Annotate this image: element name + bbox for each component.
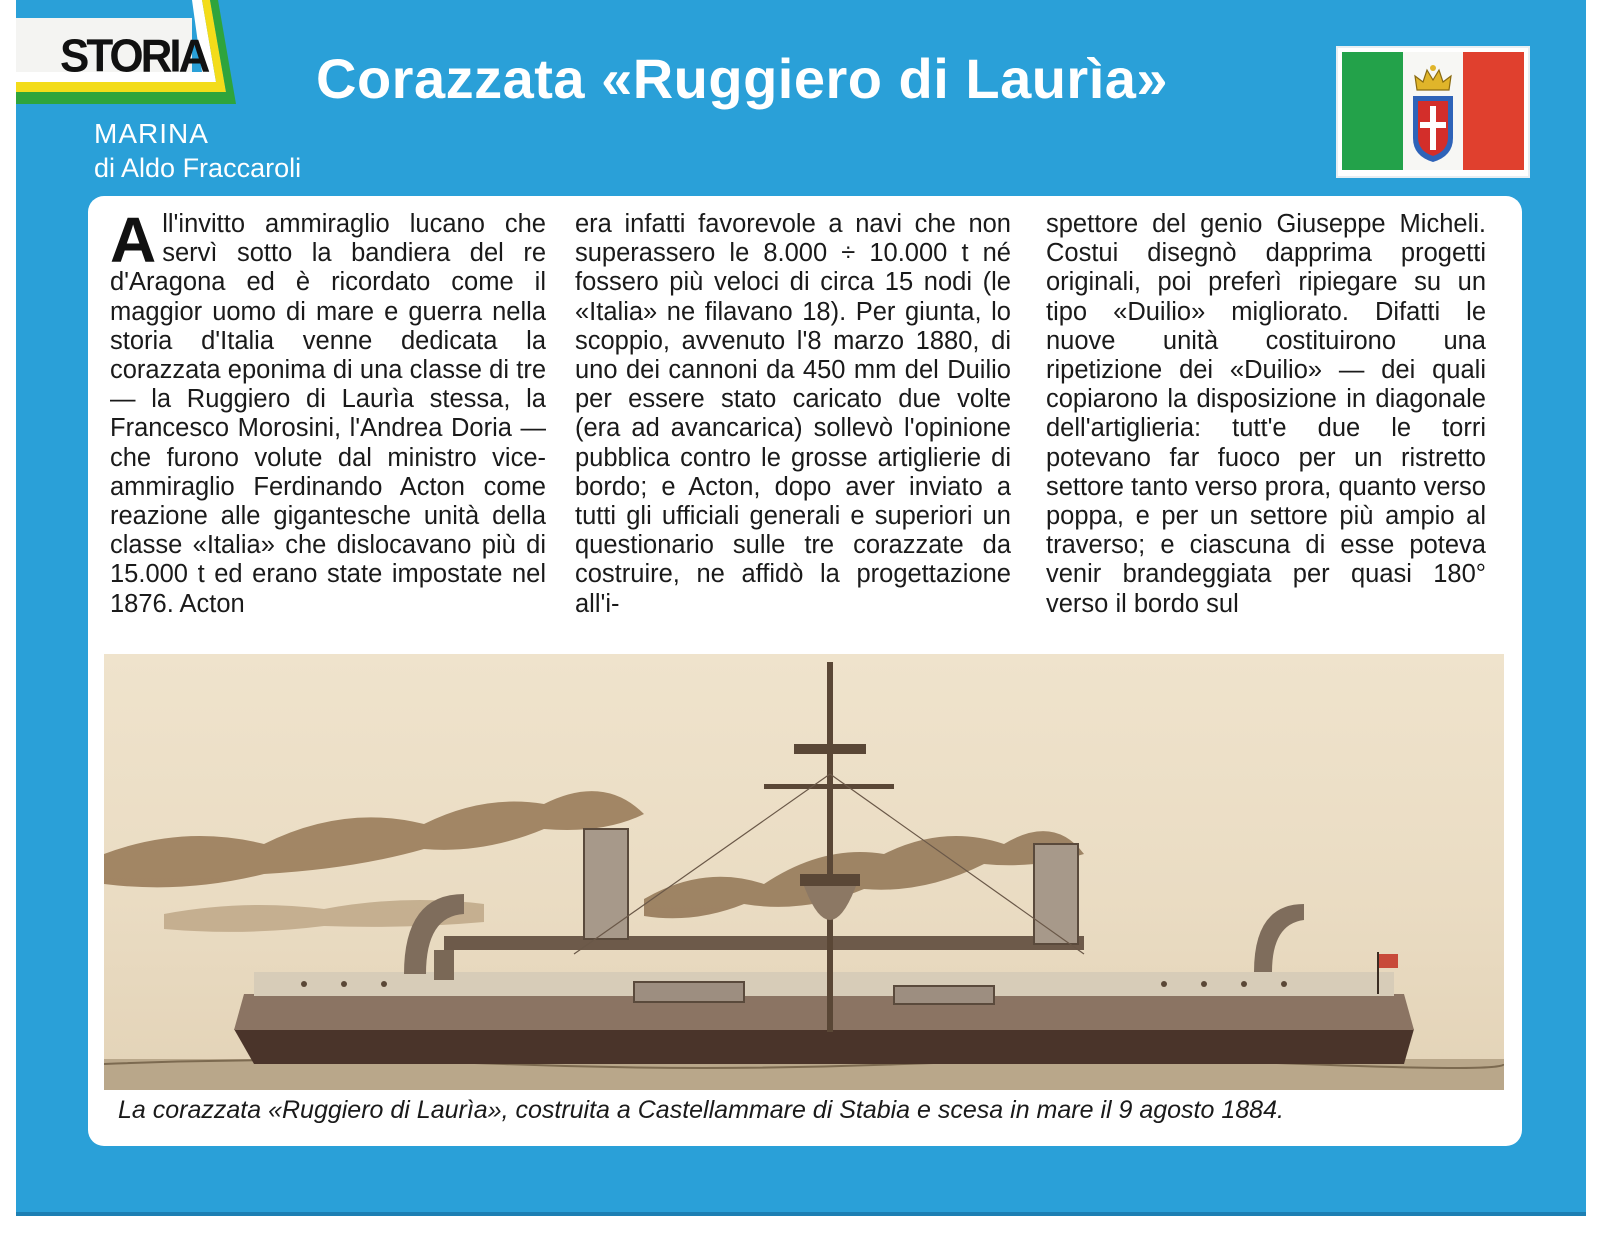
storia-logo bbox=[16, 0, 256, 116]
illustration-caption: La corazzata «Ruggiero di Laurìa», costruita a Castellammare di Stabia e scesa in mare il 9 agosto 1884. bbox=[118, 1096, 1284, 1124]
author-label: di Aldo Fraccaroli bbox=[94, 153, 302, 183]
column-1-text: ll'invitto ammiraglio lucano che servì sotto la bandiera del re d'Aragona ed è ricordato come il maggior uomo di mare e guerra nella storia d'Italia venne dedicata la corazzata eponima di una classe di tre — la Ruggiero di Laurìa stessa, la Francesco Morosini, l'Andrea Doria — che furono volute dal ministro vice-ammiraglio Ferdinando Acton come reazione alle gigantesche unità della classe «Italia» che dislocavano più di 15.000 t ed erano state impostate nel 1876. Acton bbox=[110, 210, 546, 618]
logo-text: STORIA bbox=[60, 30, 208, 83]
ironclad-ship-drawing bbox=[104, 654, 1504, 1090]
article-column-3: spettore del genio Giuseppe Micheli. Costui disegnò dapprima progetti originali, poi preferì ripiegare su un tipo «Duilio» migliorato. Difatti le nuove unità costituirono una ripetizione dei «Duilio» — dei quali copiarono la disposizione in diagonale dell'artiglieria: tutt'e due le torri potevano far fuoco per un ristretto settore tanto verso prora, quanto verso poppa, e per un settore più ampio al traverso; e ciascuna di esse poteva venir brandeggiata per quasi 180° verso il bordo sul bbox=[1046, 210, 1486, 618]
article-column-1 bbox=[110, 210, 546, 646]
page-title: Corazzata «Ruggiero di Laurìa» bbox=[316, 47, 1169, 110]
italian-flag-icon bbox=[1338, 48, 1528, 176]
drop-cap: A bbox=[110, 210, 157, 276]
content-panel bbox=[88, 196, 1522, 1146]
trading-card bbox=[16, 0, 1586, 1216]
section-label: MARINA bbox=[94, 118, 209, 149]
savoy-crest-icon bbox=[1403, 58, 1463, 168]
article-column-2: era infatti favorevole a navi che non superassero le 8.000 ÷ 10.000 t né fossero più veloci di circa 15 nodi (le «Italia» ne filavano 18). Per giunta, lo scoppio, avvenuto l'8 marzo 1880, di uno dei cannoni da 450 mm del Duilio per essere stato caricato due volte (era ad avancarica) sollevò l'opinione pubblica contro le grosse artiglierie di bordo; e Acton, dopo aver inviato a tutti gli ufficiali generali e superiori un questionario sulle tre corazzate da costruire, ne affidò la progettazione all'i- bbox=[575, 210, 1011, 618]
ship-illustration bbox=[104, 654, 1504, 1090]
